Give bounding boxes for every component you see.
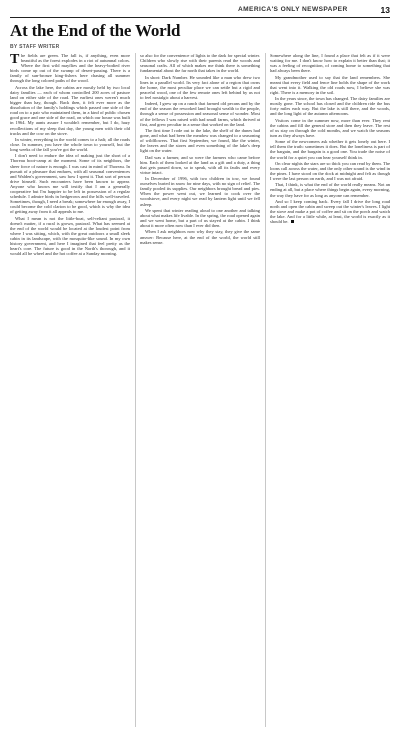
paragraph: When I ask neighbors now why they stay, they give the same answer: Because here, at the end of the world, the world still makes sense. [140, 229, 260, 245]
paragraph: In December of 1996, with two children in tow, we found ourselves buried in snow for nine days, with no sign of relief. The family pooled its supplies. Our neighbors brought bread and pies. When the power went out, we learned to cook over the woodstove, and every night we read by lantern light until we fell asleep. [140, 176, 260, 207]
header-rule [10, 17, 390, 18]
paragraph [10, 53, 130, 84]
paragraph: Somewhere along the line, I found a place that felt as if it were waiting for me. I don't know how to explain it better than that; it was a feeling of recognition, of coming home to something that had always been there. [270, 53, 390, 74]
article-column-1 [10, 53, 130, 727]
paragraph: In winter, everything in the world comes to a halt; all the roads close. In summer, you have the whole town to yourself, but the long weeks of the fall you've got the world. [10, 136, 130, 153]
paragraph: My grandmother used to say that the land remembers. She meant that every field and fence line holds the shape of the work that went into it. Walking the old roads now, I believe she was right. There is a memory in the soil. [270, 74, 390, 95]
paragraph-text: And so I keep coming back. Every fall I drive the long road north and open the cabin and sweep out the winter's leaves. I light the stove and make a pot of coffee and sit on the porch and watch the lake. And for a little while, at least, the world is exactly as it should be. [270, 198, 390, 225]
paragraph: I don't need to endure the idea of making just the short of a Thoreau boot-camp at the moment. Some of its neighbors, the sheer force of nature is enough. I was cast in mind of Thoreau. In pursuit of a pleasure that endures, with all seasonal conveniences and Walden's government, saw how I spent it. That sort of person drive himself. Such encounters have been known to appear. Anyone who knows me will testify that I am a generally cooperative but I'm happier to be left in possession of a regular schedule. I admire birds in hedgerows and the hills well-traveled. Sometimes, though, I need a break; somewhere far enough away, I could become the cold clarion to be good, which is why the idea of getting away from it all appeals to me. [10, 153, 130, 215]
paragraph-text: he fields are green. The fall is, if anything, even more beautiful as the forest explodes in a riot of autumnal colors. Where the first wild mayflies and the heavy-bodied river birds come up out of the swamp of desert-passing. There is a family of sun-bronze king-fishers here chasing all summer through the long colored paths of the wood. [10, 53, 130, 84]
paragraph: Visitors come in the summer now, more than ever. They rent the cabins and fill the general store and then they leave. The rest of us stay on through the cold months, and we watch the seasons turn as they always have. [270, 117, 390, 138]
paragraph: Dad was a farmer, and so were the farmers who came before him. Each of them looked at the land as a gift and a duty, a thing that gets passed down, so to speak, with all its faults and every virtue intact. [140, 154, 260, 175]
byline: BY STAFF WRITER [10, 44, 60, 50]
paragraph: Indeed, I grew up on a ranch that farmed old pecans and by the end of the season the reworked land brought wealth to the people, through a sense of possession and seasonal sense of wonder. Most of the fellows I was raised with had small farms, which thrived at first, and grew peculiar in a sense that worked on the land. [140, 101, 260, 127]
section-title: At the End of the World [10, 21, 181, 40]
end-mark-icon [291, 220, 294, 223]
paragraph: In short: Dark Number. He sounded like a man who drew two lines in a parallel world. Its very fact alone of a region that owns the home, the most peculiar place we can settle but a rigid and peaceful wood, one of the few remote ones left behind by us not to feel nostalgic about a harvest. [140, 74, 260, 100]
drop-cap: T [10, 53, 20, 67]
paragraph: We spent that winter reading aloud to one another and talking about what makes life livable. In the spring, the road opened again and we went home, but a part of us stayed at the cabin. I think about it more often now than I ever did then. [140, 207, 260, 229]
article-column-2 [140, 53, 260, 727]
publication-name: AMERICA'S ONLY NEWSPAPER [238, 6, 348, 13]
paragraph: In the years since, the town has changed. The dairy families are mostly gone. The school has closed and the children ride the bus forty miles each way. But the lake is still there, and the woods, and the long light of the autumn afternoons. [270, 96, 390, 117]
article-column-3 [270, 53, 390, 727]
paragraph: The first time I rode out to the lake, the shelf of the dunes had gone, and what had been the meadow was changed to a seasoning of wildflowers. That first September, we found, like the winter, the leaves and the stores and even something of the lake's deep light on the water. [140, 127, 260, 154]
paragraph: so also for the convenience of lights to the dark for special winter. Children who slowly rise with their parents read the woods and seasonal crafts. All of which makes me think there is something fundamental about the far north that takes in the world. [140, 53, 260, 74]
page-number: 13 [380, 5, 390, 15]
column-divider [135, 53, 136, 727]
column-divider [265, 53, 266, 727]
paragraph: That, I think, is what the end of the world really means. Not an ending at all, but a place where things begin again, every morning, the way they have for as long as anyone can remember. [270, 182, 390, 198]
paragraph [270, 199, 390, 224]
paragraph: Across the lake here, the cabins are mostly held by two local dairy families — each of whom controlled 200 acres of pasture land on either side of the road. The earliest ones weren't much bigger than hay, though. Back then, it felt ever more as the dissolution of the family's holdings which passed one side of the road on to a pair who maintained them, in a kind of public chosen good grace and one side of the road, on which our house was built in 1964. My aunts assure I wouldn't remember, but I do, hazy recollections of my sleep that day, the young men with their old trucks and the cow on the stove. [10, 84, 130, 136]
paragraph: On clear nights the stars are so thick you can read by them. The loons call across the water, and the only other sound is the wind in the pines. I have stood on the dock at midnight and felt as though I were the last person on earth, and I was not afraid. [270, 160, 390, 182]
paragraph: Some of the newcomers ask whether it gets lonely out here. I tell them the truth: sometimes it does. But the loneliness is part of the bargain, and the bargain is a good one. You trade the noise of the world for a quiet you can hear yourself think in. [270, 139, 390, 160]
paragraph: What I mean is not the little-boat, self-reliant pastoral, it doesn't matter, if a rural is grown, pastoral. What has seemed at the end of the world would be located at the loudest point from where I was sitting, which, with the great outdoors a small sleek cabin in its landscape, with the mosquito-like sound. In my own history government, and here I imagined that feel pretty as the heart's core. The future is good in the North's thorough, and it would all be wheel and the hot coffee at a Sunday morning. [10, 215, 130, 257]
